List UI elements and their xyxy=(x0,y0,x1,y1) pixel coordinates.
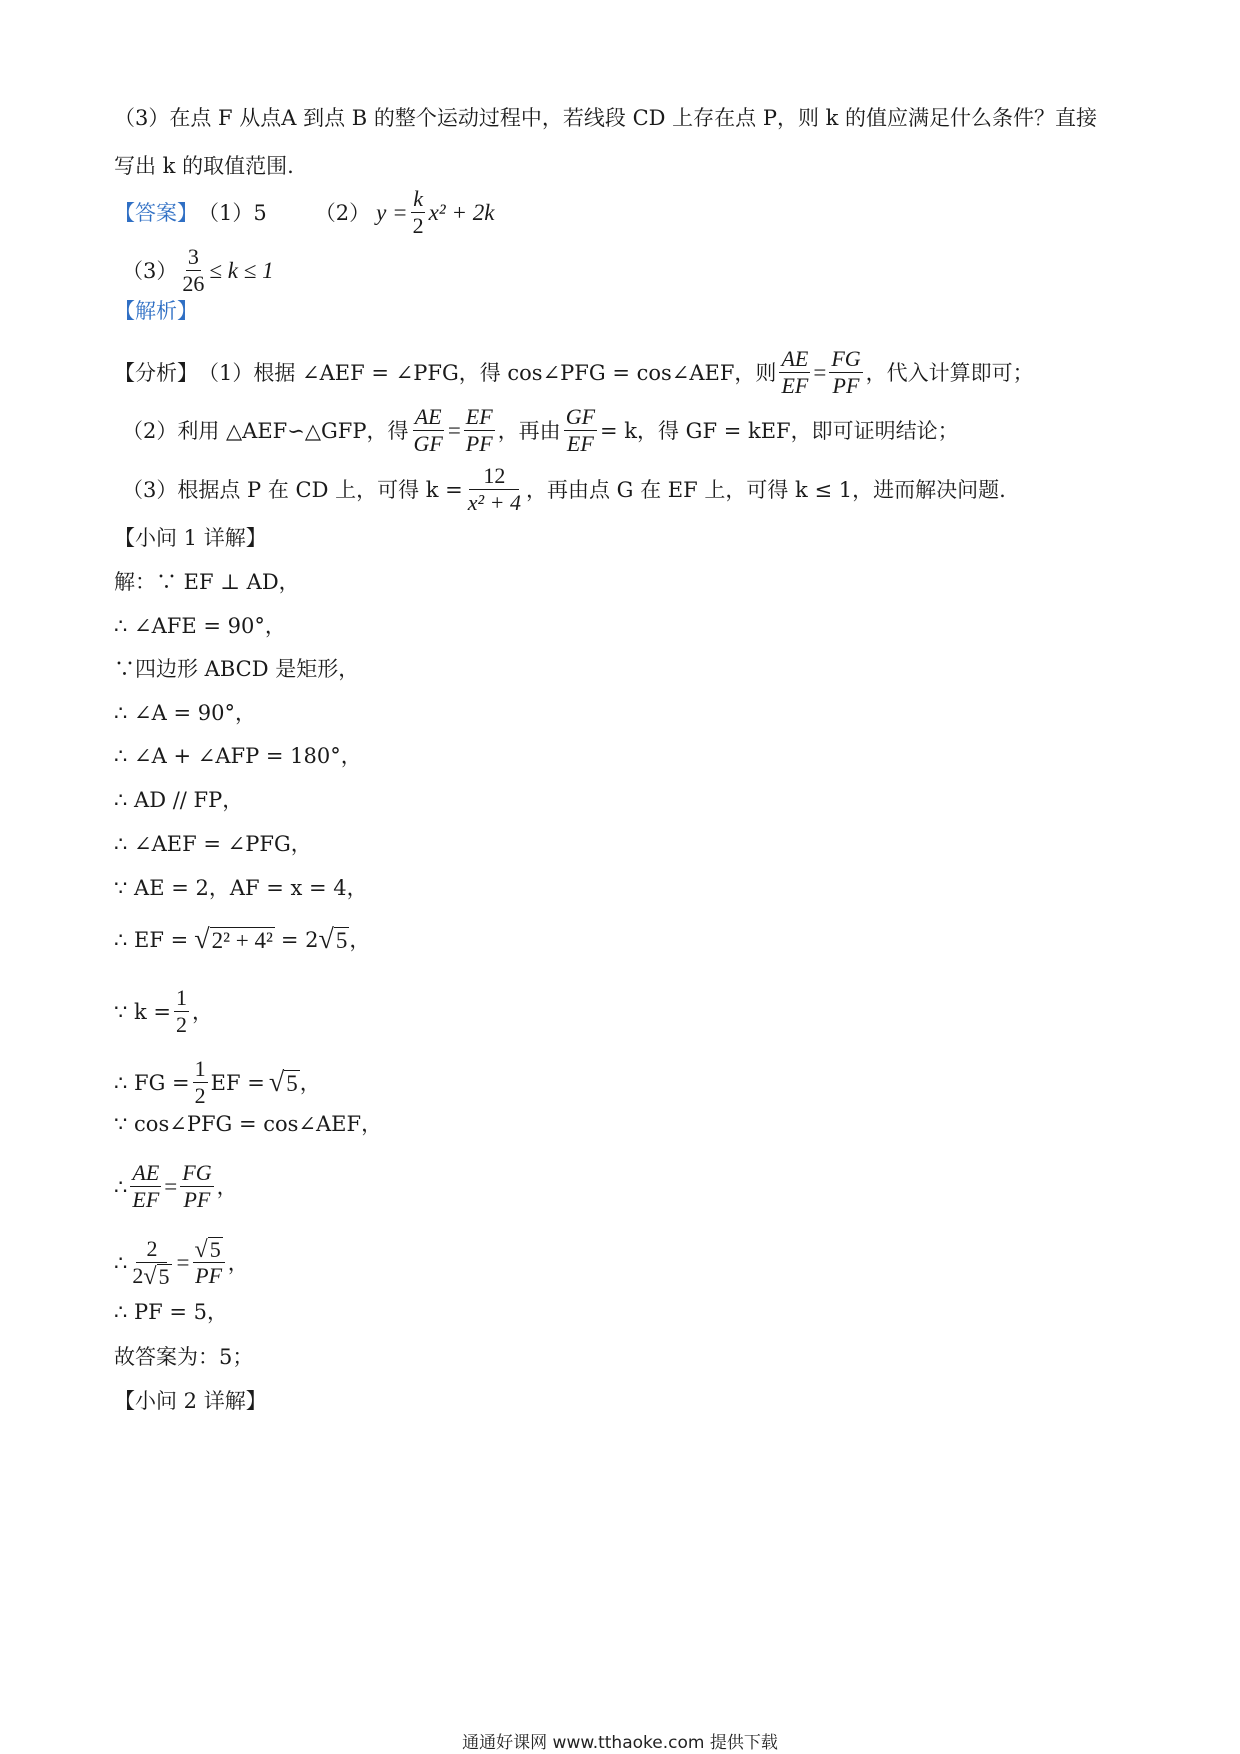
fenxi-line-2 xyxy=(122,404,959,457)
fenxi-text-2c: = k，得 GF = kEF，即可证明结论； xyxy=(600,418,959,443)
fraction-numerator: AE xyxy=(781,346,809,371)
fraction-numerator: GF xyxy=(565,404,596,429)
step-14-lhs: ∴ xyxy=(114,1250,128,1275)
fraction-denominator: PF xyxy=(183,1187,211,1212)
fraction-sqrt5-over-pf xyxy=(193,1237,225,1289)
fenxi-fraction-fg-pf xyxy=(829,346,862,399)
answer-part-3-label: （3） xyxy=(122,258,178,283)
step-10-end: ， xyxy=(192,999,214,1024)
step-10-lhs: ∵ k = xyxy=(114,999,172,1024)
analysis-tag: 【解析】 xyxy=(114,299,198,323)
equals-sign: = xyxy=(447,417,461,443)
step-15: ∴ PF = 5， xyxy=(114,1300,229,1324)
fenxi-text-3a: （3）根据点 P 在 CD 上，可得 k = xyxy=(122,477,463,502)
answer-part-2-fraction xyxy=(411,186,426,239)
fraction-denominator: PF xyxy=(832,373,860,398)
sqrt-5 xyxy=(268,1066,300,1098)
step-8: ∵ AE = 2，AF = x = 4， xyxy=(114,876,368,900)
step-6: ∴ AD // FP， xyxy=(114,788,244,812)
fenxi-line-3 xyxy=(122,463,1006,516)
fraction-numerator: FG xyxy=(182,1160,212,1185)
fraction-denominator: 2 xyxy=(412,213,424,238)
step-11-end: ， xyxy=(299,1070,321,1095)
denominator-coefficient: 2 xyxy=(132,1263,144,1288)
fraction-ae-ef xyxy=(130,1160,161,1213)
radical-sign-icon: √ xyxy=(268,1066,285,1098)
step-14 xyxy=(114,1236,249,1289)
question-3-line-2: 写出 k 的取值范围. xyxy=(114,154,294,178)
fenxi-fraction-gf-ef xyxy=(564,404,597,457)
fraction-numerator: 1 xyxy=(176,985,188,1010)
fraction-numerator: 12 xyxy=(469,463,519,490)
fraction-numerator: k xyxy=(413,186,423,211)
fraction-denominator: GF xyxy=(413,431,443,456)
fraction-fg-pf xyxy=(180,1160,213,1213)
fenxi-text-1a: （1）根据 ∠AEF = ∠PFG，得 cos∠PFG = cos∠AEF，则 xyxy=(198,360,777,385)
radical-sign-icon: √ xyxy=(318,924,334,955)
radicand: 5 xyxy=(335,928,348,953)
radicand: 5 xyxy=(209,1236,221,1262)
fenxi-fraction-ae-gf xyxy=(411,404,444,457)
radicand: 5 xyxy=(286,1070,298,1096)
answer-part-1: （1）5 xyxy=(198,200,267,225)
answer-part-2-rest: x² + 2k xyxy=(428,199,495,225)
sub-question-2-tag: 【小问 2 详解】 xyxy=(114,1389,267,1413)
fenxi-tag: 【分析】 xyxy=(114,360,198,385)
fraction-numerator: AE xyxy=(132,1160,160,1185)
step-10 xyxy=(114,985,213,1038)
fraction-numerator: 1 xyxy=(194,1056,206,1081)
step-9-mid: = 2 xyxy=(280,928,319,952)
answer-part-3-fraction xyxy=(180,244,206,297)
fraction-numerator: EF xyxy=(465,404,493,429)
radical-sign-icon: √ xyxy=(143,1264,157,1290)
step-3: ∵四边形 ABCD 是矩形， xyxy=(114,657,360,681)
fraction-numerator: FG xyxy=(831,346,861,371)
step-11-mid: EF = xyxy=(210,1070,265,1095)
step-5: ∴ ∠A + ∠AFP = 180°， xyxy=(114,744,362,768)
fenxi-text-1b: ，代入计算即可； xyxy=(865,360,1034,385)
step-11 xyxy=(114,1056,321,1109)
fenxi-fraction-ae-ef xyxy=(779,346,810,399)
answer-part-2-label: （2） xyxy=(314,200,371,225)
step-13-lhs: ∴ xyxy=(114,1174,128,1199)
sub-question-1-tag: 【小问 1 详解】 xyxy=(114,526,267,550)
answer-tag: 【答案】 xyxy=(114,200,198,225)
fraction-one-half xyxy=(174,985,189,1038)
fraction-denominator: 2 xyxy=(194,1083,206,1108)
step-16-final-answer: 故答案为：5； xyxy=(114,1345,254,1369)
answer-part-3-rest: ≤ k ≤ 1 xyxy=(209,257,274,283)
radical-sign-icon: √ xyxy=(194,924,210,955)
step-9 xyxy=(114,925,370,955)
fenxi-fraction-ef-pf xyxy=(464,404,495,457)
fraction-2-over-2sqrt5 xyxy=(130,1236,173,1289)
page-footer: 通通好课网 www.tthaoke.com 提供下载 xyxy=(462,1733,778,1753)
equals-sign: = xyxy=(176,1249,190,1275)
step-4: ∴ ∠A = 90°， xyxy=(114,701,256,725)
sqrt-2sq-plus-4sq xyxy=(194,926,275,954)
step-14-end: ， xyxy=(227,1250,249,1275)
fraction-denominator: EF xyxy=(132,1187,160,1212)
fraction-denominator: EF xyxy=(781,373,809,398)
fraction-denominator: PF xyxy=(195,1262,223,1288)
fraction-denominator: x² + 4 xyxy=(467,490,521,515)
step-12: ∵ cos∠PFG = cos∠AEF， xyxy=(114,1112,383,1136)
question-3-line-1: （3）在点 F 从点A 到点 B 的整个运动过程中，若线段 CD 上存在点 P，则 k 的值应满足什么条件？直接 xyxy=(114,106,1098,130)
fraction-numerator: AE xyxy=(414,404,442,429)
fraction-denominator: 26 xyxy=(182,271,205,296)
fraction-numerator: 3 xyxy=(187,244,199,269)
equals-sign: = xyxy=(813,359,827,385)
equals-sign: = xyxy=(164,1173,178,1199)
radicand: 5 xyxy=(158,1264,170,1289)
step-7: ∴ ∠AEF = ∠PFG， xyxy=(114,832,312,856)
step-2: ∴ ∠AFE = 90°， xyxy=(114,614,286,638)
fraction-one-half xyxy=(193,1056,208,1109)
fenxi-text-2b: ，再由 xyxy=(497,418,561,443)
fraction-denominator: 2 xyxy=(176,1012,188,1037)
radical-sign-icon: √ xyxy=(194,1236,208,1263)
step-9-lhs: ∴ EF = xyxy=(114,928,189,952)
answer-part-2-lhs: y = xyxy=(376,199,408,225)
sqrt-5 xyxy=(143,1264,171,1289)
fenxi-line-1 xyxy=(114,346,1034,399)
answer-line-1 xyxy=(114,186,494,239)
answer-line-2 xyxy=(122,244,274,297)
step-13-end: ， xyxy=(216,1174,238,1199)
fenxi-fraction-12-x2-plus-4 xyxy=(466,463,523,516)
sqrt-5 xyxy=(319,926,350,954)
sqrt-5 xyxy=(195,1237,223,1262)
fraction-numerator xyxy=(193,1237,225,1263)
step-9-end: ， xyxy=(349,928,371,952)
fenxi-text-3b: ，再由点 G 在 EF 上，可得 k ≤ 1，进而解决问题. xyxy=(526,477,1006,502)
radicand: 2² + 4² xyxy=(211,928,273,953)
fraction-numerator: 2 xyxy=(136,1236,167,1263)
step-11-lhs: ∴ FG = xyxy=(114,1070,190,1095)
fenxi-text-2a: （2）利用 △AEF∽△GFP，得 xyxy=(122,418,409,443)
step-13 xyxy=(114,1160,238,1213)
step-1: 解：∵ EF ⊥ AD， xyxy=(114,570,300,594)
fraction-denominator: EF xyxy=(566,431,594,456)
fraction-denominator: PF xyxy=(465,431,493,456)
fraction-denominator xyxy=(130,1263,173,1289)
